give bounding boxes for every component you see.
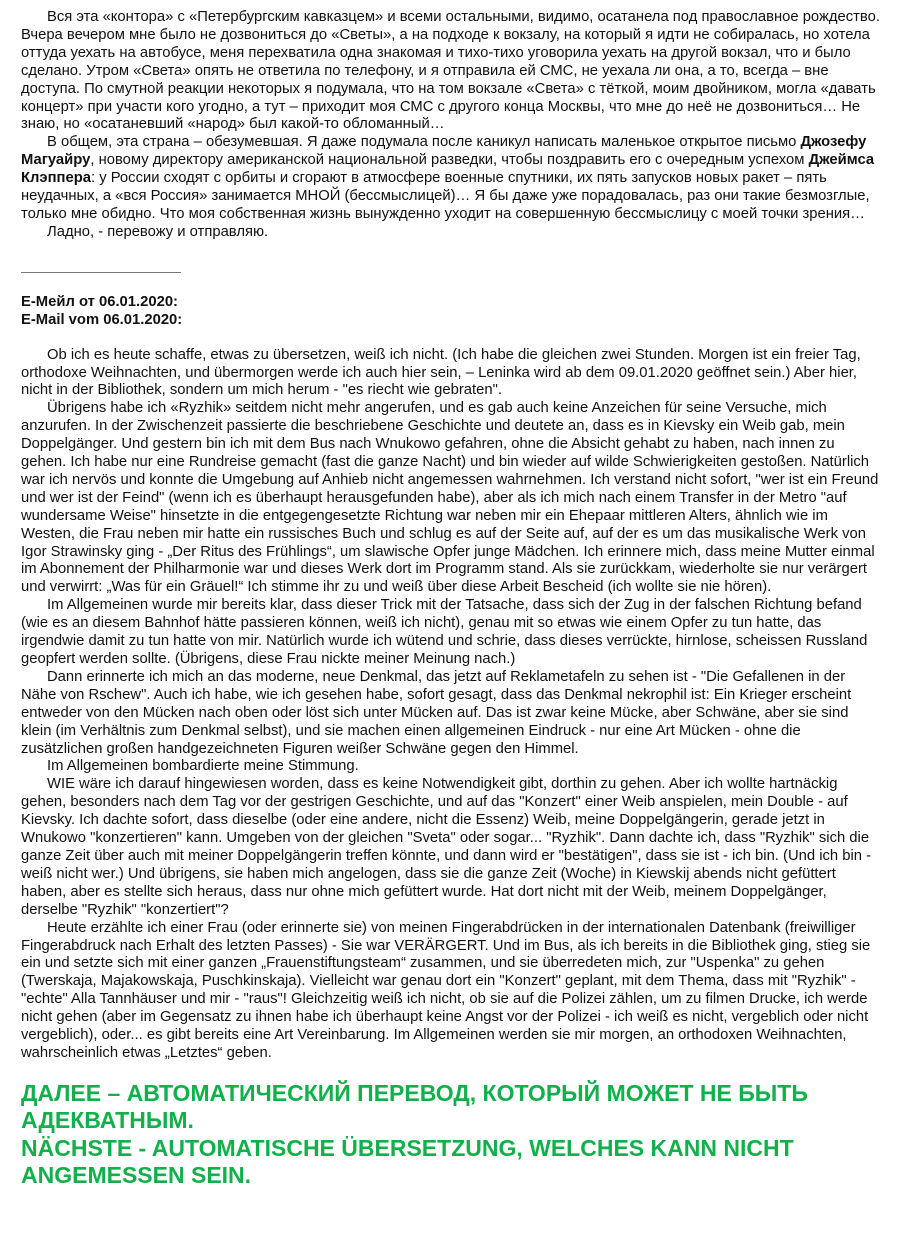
spacer: [21, 330, 881, 347]
email-header-ru: Е-Мейл от 06.01.2020:: [21, 293, 178, 310]
de-paragraph-4: Dann erinnerte ich mich an das moderne, neue Denkmal, das jetzt auf Reklametafeln zu sehen ist - "Die Gefallenen in der Nähe von Rschew". Auch ich habe, wie ich gesehen habe, sofort gesagt, dass das Denkmal nekrophil ist: Ein Krieger erscheint entweder von den Mücken nach oben oder löst sich unter Mücken auf. Das ist zwar keine Mücke, aber Schwäne, aber sie sind klein (im Verhältnis zum Denkmal selbst), und sie machen einen allgemeinen Eindruck - nur eine Art Mücken - ohne die zusätzlichen großen handgezeichneten Figuren weißer Schwäne gegen den Himmel.: [21, 668, 852, 757]
email-header-de: E-Mail vom 06.01.2020:: [21, 311, 183, 328]
spacer: [21, 273, 881, 294]
name-clapper: Джеймса Клэппера: [21, 152, 875, 187]
ru-paragraph-2: [21, 134, 881, 224]
notice-ru-line-1: ДАЛЕЕ – АВТОМАТИЧЕСКИЙ ПЕРЕВОД, КОТОРЫЙ МОЖЕТ НЕ БЫТЬ: [21, 1079, 808, 1106]
de-paragraph-2: Übrigens habe ich «Ryzhik» seitdem nicht mehr angerufen, und es gab auch keine Anzeichen für seine Versuche, mich anzurufen. In der Zwischenzeit passierte die beschriebene Geschichte und deutete an, dass es in Kievsky ein Weib gab, mein Doppelgänger. Und gestern bin ich mit dem Bus nach Wnukowo gefahren, ohne die Absicht gehabt zu haben, nach innen zu gehen. Ich habe nur eine Rundreise gemacht (fast die ganze Nacht) und bin wieder auf wilde Schwierigkeiten gestoßen. Natürlich war ich nervös und konnte die Umgebung auf Anhieb nicht angemessen wahrnehmen. Ich verstand nicht sofort, "wer ist ein Freund und wer ist der Feind" (wenn ich es überhaupt herausgefunden habe), aber als ich mich nach einem Transfer in der Metro "auf wundersame Weise" hinsetzte in die entgegengesetzte Richtung war neben mir ein Ehepaar mittleren Alters, ähnlich wie im Westen, die Frau neben mir hatte ein russisches Buch und schlug es auf der Seite auf, auf der es um das musikalische Werk von Igor Strawinsky ging - „Der Ritus des Frühlings“, um slawische Opfer junge Mädchen. Ich erinnere mich, dass meine Mutter einmal im Abonnement der Philharmonie war und dieses Werk dort im Programm stand. Als sie zurückkam, wiederholte sie nur verärgert und verwirrt: „Was für ein Gräuel!“ Ich stimme ihr zu und weiß über diese Arbeit Bescheid (ich wollte sie nie hören).: [21, 400, 879, 596]
ru-paragraph-1: Вся эта «контора» с «Петербургским кавказцем» и всеми остальными, видимо, осатанела под православное рождество. Вчера вечером мне было не дозвониться до «Светы», а на подходе к вокзалу, на который я идти не собиралась, но хотела оттуда уехать на автобусе, меня перехватила одна знакомая и тихо-тихо уговорила уехать на другой вокзал, что и было сделано. Утром «Света» опять не ответила по телефону, и я отправила ей СМС, не уехала ли она, а то, всегда – вне доступа. По смутной реакции некоторых я подумала, что на том вокзале «Света» с тёткой, моим двойником, могла «давать концерт» при участи кого угодно, а тут – приходит моя СМС с другого конца Москвы, что мне до неё не дозвониться… Не знаю, но «осатаневший «народ» был какой-то обломанный…: [21, 9, 880, 133]
notice-de-line-1: NÄCHSTE - AUTOMATISCHE ÜBERSETZUNG, WELCHES KANN NICHT: [21, 1134, 794, 1161]
spacer: [21, 242, 881, 258]
document-page: [21, 9, 881, 1190]
de-paragraph-6: WIE wäre ich darauf hingewiesen worden, dass es keine Notwendigkeit gibt, dorthin zu gehen. Aber ich wollte hartnäckig gehen, besonders nach dem Tag vor der gestrigen Geschichte, und auf das "Konzert" einer Weib anspielen, mein Double - auf Kievsky. Ich dachte sofort, dass dieselbe (oder eine andere, nicht die Essenz) Weib, meine Doppelgängerin, gerade jetzt in Wnukowo "konzertieren" kann. Umgeben von der gleichen "Sveta" oder sogar... "Ryzhik". Dann dachte ich, dass "Ryzhik" sich die ganze Zeit über auch mit meiner Doppelgängerin treffen könnte, und dann wird er "bestätigen", dass sie ist - ich bin. (Und ich bin - weiß nicht wer.) Und übrigens, sie haben mich angelogen, dass sie die ganze Zeit (Woche) in Kiewskij abends nicht gefüttert haben, aber es stellte sich heraus, dass nur ohne mich gefüttert wurde. Hat dort nicht mit der Weib, meinem Doppelgänger, derselbe "Ryzhik" "konzertiert"?: [21, 776, 872, 918]
name-maguire: Джозефу Магуайру: [21, 134, 867, 169]
notice-ru-line-2: АДЕКВАТНЫМ.: [21, 1107, 194, 1134]
ru-paragraph-2-text-b: , новому директору американской национальной разведки, чтобы поздравить его с очередным успехом: [90, 152, 809, 169]
de-paragraph-1: Ob ich es heute schaffe, etwas zu übersetzen, weiß ich nicht. (Ich habe die gleichen zwei Stunden. Morgen ist ein freier Tag, orthodoxe Weihnachten, und übermorgen werde ich auch hier sein, – Leninka wird ab dem 09.01.2020 geöffnet sein.) Aber hier, nicht in der Bibliothek, sondern um mich herum - "es riecht wie gebraten".: [21, 346, 861, 399]
ru-paragraph-2-text-a: В общем, эта страна – обезумевшая. Я даже подумала после каникул написать маленькое открытое письмо: [47, 134, 801, 151]
de-paragraph-7: Heute erzählte ich einer Frau (oder erinnerte sie) von meinen Fingerabdrücken in der internationalen Datenbank (freiwilliger Fingerabdruck nach Erhalt des letzten Passes) - Sie war VERÄRGERT. Und im Bus, als ich bereits in die Bibliothek ging, stieg sie ein und setzte sich mit einer ganzen „Frauenstiftungsteam“ zusammen, und sie überredeten mich, zur "Uspenka" zu gehen (Twerskaja, Majakowskaja, Puschkinskaja). Vielleicht war genau dort ein "Konzert" geplant, mit dem Thema, dass mit "Ryzhik" - "echte" Alla Tannhäuser und mir - "raus"! Gleichzeitig weiß ich nicht, ob sie auf die Polizei zählen, um zu filmen Drucke, ich werde nicht gehen (aber im Gegensatz zu ihnen habe ich überhaupt keine Angst vor der Polizei - ich weiß es nicht, vergeblich oder nicht vergeblich), oder... es gibt bereits eine Art Vereinbarung. Im Allgemeinen werden sie mir morgen, an orthodoxen Weihnachten, wahrscheinlich etwas „Letztes“ geben.: [21, 919, 871, 1061]
de-paragraph-5: Im Allgemeinen bombardierte meine Stimmung.: [47, 758, 359, 775]
auto-translation-notice: [21, 1080, 881, 1190]
de-paragraph-3: Im Allgemeinen wurde mir bereits klar, dass dieser Trick mit der Tatsache, dass sich der Zug in der falschen Richtung befand (wie es an diesem Bahnhof hätte passieren können, weiß ich nicht), genau mit so etwas wie einem Opfer zu tun hatte, das irgendwie damit zu tun hatte von mir. Natürlich wurde ich wütend und schrie, dass dieses verrückte, hirnlose, scheissen Russland geopfert werden sollte. (Übrigens, diese Frau nickte meiner Meinung nach.): [21, 597, 868, 667]
ru-paragraph-2-text-c: : у России сходят с орбиты и сгорают в атмосфере военные спутники, их пять запусков новых ракет – пять неудачных, а «вся Россия» занимается МНОЙ (бессмыслицей)… Я бы даже уже порадовалась, раз они такие безмозглые, только мне обидно. Что моя собственная жизнь вынужденно уходит на совершенную бессмыслицу с моей точки зрения…: [21, 170, 870, 222]
ru-paragraph-3: Ладно, - перевожу и отправляю.: [47, 223, 269, 240]
notice-de-line-2: ANGEMESSEN SEIN.: [21, 1162, 252, 1189]
